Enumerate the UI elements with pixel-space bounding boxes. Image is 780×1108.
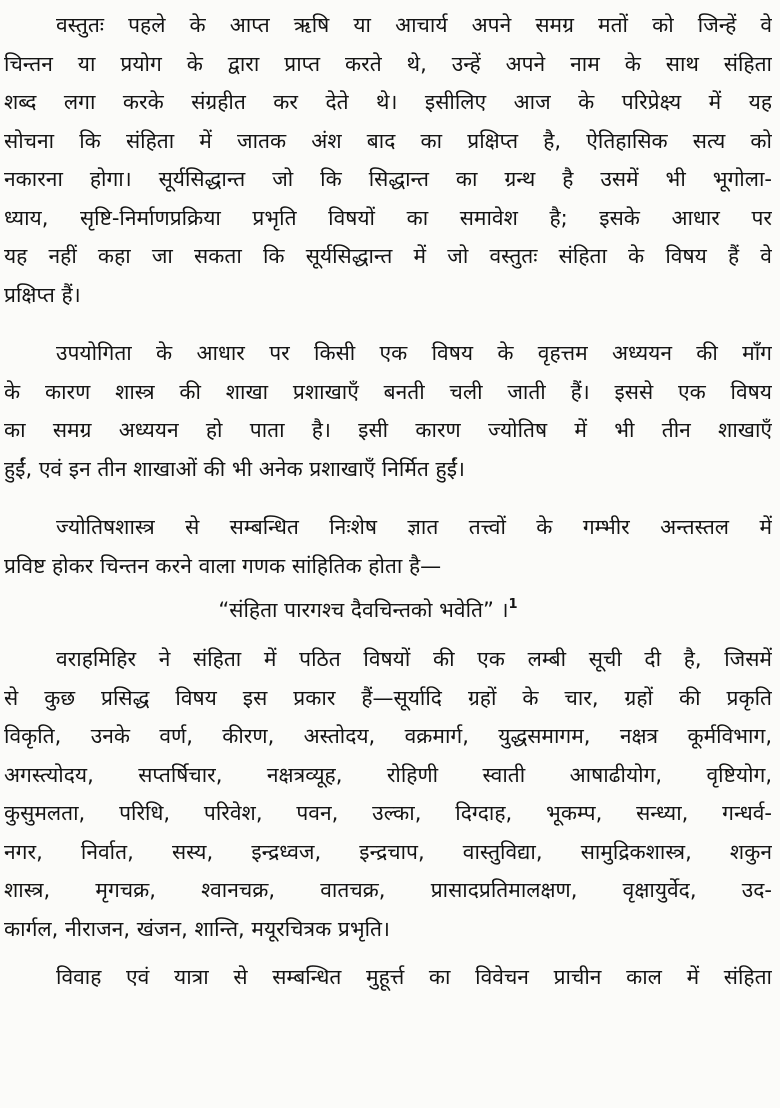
paragraph-4: [4, 640, 772, 948]
text-line: ध्याय, सृष्टि-निर्माणप्रक्रिया प्रभृति विषयों का समावेश है; इसके आधार पर: [4, 205, 772, 230]
paragraph-gap: [4, 488, 772, 508]
text-line: वस्तुतः पहले के आप्त ऋषि या आचार्य अपने समग्र मतों को जिन्हें वे: [56, 13, 772, 37]
text-line: अगस्त्योदय, सप्तर्षिचार, नक्षत्रव्यूह, रोहिणी स्वाती आषाढीयोग, वृष्टियोग,: [4, 762, 772, 787]
text-line: नकारना होगा। सूर्यसिद्धान्त जो कि सिद्धान्त का ग्रन्थ है उसमें भी भूगोला-: [4, 167, 772, 191]
text-line: प्रविष्ट होकर चिन्तन करने वाला गणक सांहितिक होता है—: [4, 553, 442, 578]
text-line: के कारण शास्त्र की शाखा प्रशाखाएँ बनती चली जाती हैं। इससे एक विषय: [4, 379, 772, 404]
paragraph-2: [4, 334, 772, 488]
text-line: विवाह एवं यात्रा से सम्बन्धित मुहूर्त्त का विवेचन प्राचीन काल में संहिता: [56, 965, 772, 989]
text-line: नगर, निर्वात, सस्य, इन्द्रध्वज, इन्द्रचाप, वास्तुविद्या, सामुद्रिकशास्त्र, शकुन: [4, 839, 772, 864]
sanskrit-quote: [4, 585, 772, 630]
paragraph-gap: [4, 314, 772, 334]
text-line: यह नहीं कहा जा सकता कि सूर्यसिद्धान्त में जो वस्तुतः संहिता के विषय हैं वे: [4, 244, 772, 268]
paragraph-gap: [4, 948, 772, 958]
paragraph-3: [4, 508, 772, 585]
text-line: कुसुमलता, परिधि, परिवेश, पवन, उल्का, दिग्दाह, भूकम्प, सन्ध्या, गन्धर्व-: [4, 801, 772, 825]
text-line: से कुछ प्रसिद्ध विषय इस प्रकार हैं—सूर्यादि ग्रहों के चार, ग्रहों की प्रकृति: [4, 685, 772, 710]
text-line: चिन्तन या प्रयोग के द्वारा प्राप्त करते थे, उन्हें अपने नाम के साथ संहिता: [4, 51, 772, 76]
text-line: ज्योतिषशास्त्र से सम्बन्धित निःशेष ज्ञात तत्त्वों के गम्भीर अन्तस्तल में: [56, 515, 772, 539]
paragraph-1: [4, 6, 772, 314]
text-line: वराहमिहिर ने संहिता में पठित विषयों की एक लम्बी सूची दी है, जिसमें: [56, 647, 772, 671]
text-line: हुईं, एवं इन तीन शाखाओं की भी अनेक प्रशाखाएँ निर्मित हुईं।: [4, 456, 465, 481]
paragraph-5: [4, 958, 772, 997]
text-line: उपयोगिता के आधार पर किसी एक विषय के वृहत्तम अध्ययन की माँग: [56, 341, 772, 365]
paragraph-gap: [4, 630, 772, 640]
quote-text: “संहिता पारगश्च दैवचिन्तको भवेति” ।: [218, 598, 509, 622]
text-line: शब्द लगा करके संग्रहीत कर देते थे। इसीलिए आज के परिप्रेक्ष्य में यह: [4, 90, 772, 114]
text-line: का समग्र अध्ययन हो पाता है। इसी कारण ज्योतिष में भी तीन शाखाएँ: [4, 418, 772, 442]
footnote-mark: 1: [508, 597, 518, 612]
text-line: सोचना कि संहिता में जातक अंश बाद का प्रक्षिप्त है, ऐतिहासिक सत्य को: [4, 128, 772, 153]
text-line: शास्त्र, मृगचक्र, श्वानचक्र, वातचक्र, प्रासादप्रतिमालक्षण, वृक्षायुर्वेद, उद-: [4, 878, 772, 902]
text-line: विकृति, उनके वर्ण, कीरण, अस्तोदय, वक्रमार्ग, युद्धसमागम, नक्षत्र कूर्मविभाग,: [4, 724, 772, 748]
text-line: प्रक्षिप्त हैं।: [4, 282, 81, 307]
text-line: कार्गल, नीराजन, खंजन, शान्ति, मयूरचित्रक प्रभृति।: [4, 916, 390, 941]
